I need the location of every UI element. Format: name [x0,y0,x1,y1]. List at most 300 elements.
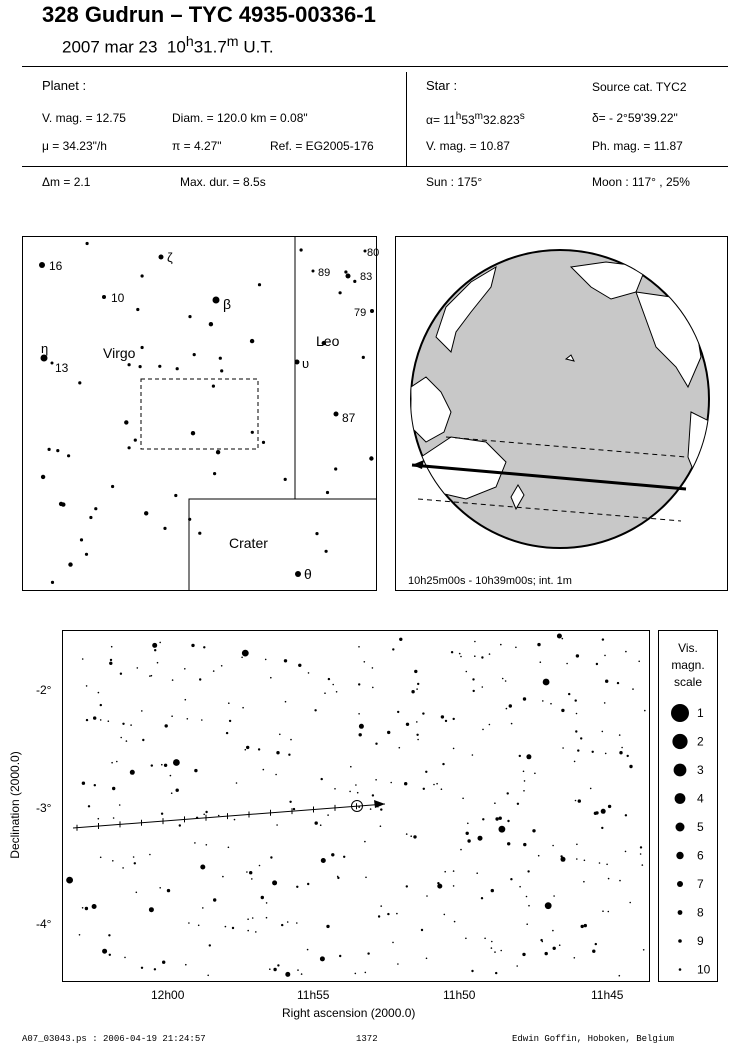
event-datetime [62,34,274,58]
scale-dots [659,631,717,981]
field-star [355,973,357,975]
finder-field-star [124,420,128,424]
field-star [592,950,595,953]
field-star [184,668,186,670]
ra-minutes-unit: m [474,111,484,122]
finder-field-star [220,369,223,372]
field-star [500,950,502,952]
field-star [259,865,261,867]
field-star [234,819,236,821]
field-star [170,775,172,777]
scale-label: 2 [697,734,704,749]
star-upsilon [295,360,300,365]
field-star [276,751,279,754]
finder-field-star [41,475,45,479]
field-star [285,701,287,703]
field-star [229,720,231,722]
planet-diameter: Diam. = 120.0 km = 0.08" [172,111,308,125]
star-83 [346,274,351,279]
field-star [481,897,483,899]
field-star [509,704,512,707]
field-star [543,679,550,686]
field-star [441,715,444,718]
finder-field-star [136,308,139,311]
field-star [526,754,531,759]
field-star [176,789,179,792]
scale-label: 9 [697,934,704,948]
finder-field-star [176,367,179,370]
planet-motion: μ = 34.23"/h [42,139,107,153]
field-star [167,889,170,892]
field-star [205,811,207,813]
field-star [453,718,455,720]
field-star [82,907,84,909]
field-star [507,842,510,845]
field-star [599,862,601,864]
finder-field-star [198,532,201,535]
field-star [410,835,412,837]
field-star [592,751,594,753]
field-star [560,855,562,857]
field-star [640,853,642,855]
field-star [644,710,646,712]
finder-field-star [141,274,144,277]
table-bottom-rule [22,166,728,167]
field-star [460,656,462,658]
field-star [416,688,418,690]
field-star [545,952,548,955]
finder-field-star [344,270,347,273]
field-star [228,702,230,704]
field-star [553,895,555,897]
hour-unit: h [185,34,194,50]
label-zeta: ζ [167,250,173,265]
field-star [201,719,203,721]
field-star [523,790,525,792]
field-star [494,802,496,804]
field-star [437,882,439,884]
field-star [207,975,209,977]
field-star [150,908,152,910]
finder-field-star [67,454,70,457]
label-13: 13 [55,361,69,375]
field-star [88,805,90,807]
footer-number: 1372 [356,1034,378,1044]
field-star [413,835,416,838]
field-star [583,881,585,883]
field-star [154,649,156,651]
finder-field-star [78,381,81,384]
field-star [602,638,604,640]
scale-dot-7 [677,881,683,887]
x-tick-label: 11h55 [297,988,330,1002]
field-star [343,856,345,858]
field-star [575,800,577,802]
field-star [510,878,512,880]
field-star [328,678,330,680]
event-minute: 31.7 [193,37,227,57]
y-tick-label: -4° [36,917,52,931]
scale-dot-1 [671,704,689,722]
finder-field-star [250,339,254,343]
label-10: 10 [111,291,125,305]
field-star [203,814,205,816]
field-star [397,963,399,965]
y-tick-label: -3° [36,801,52,815]
field-star [602,731,604,733]
finder-field-star [326,491,329,494]
star-theta [295,571,301,577]
field-star [339,955,341,957]
finder-field-star [139,365,142,368]
field-star [399,747,401,749]
field-star [619,734,621,736]
finder-field-star [325,550,328,553]
field-star [375,743,377,745]
detail-area-box [141,379,258,449]
field-star [643,949,645,951]
field-star [574,957,576,959]
finder-stars [39,242,374,584]
field-star [442,763,444,765]
page-title: 328 Gudrun – TYC 4935-00336-1 [42,2,376,27]
field-star [619,751,622,754]
scale-label: 3 [697,763,704,777]
field-star [364,841,366,843]
label-upsilon: υ [302,356,310,371]
field-star [94,784,96,786]
finder-field-star [212,385,215,388]
field-star [249,871,252,874]
field-star [327,814,329,816]
field-star [93,716,96,719]
star-zeta [159,255,164,260]
field-star [296,886,298,888]
field-star [281,924,283,926]
field-star [601,809,606,814]
field-star [602,910,604,912]
finder-field-star [141,346,144,349]
field-star [638,661,640,663]
field-star [392,648,394,650]
field-star [98,818,100,820]
field-star [621,747,623,749]
finder-field-star [85,553,88,556]
field-star [92,904,97,909]
field-star [426,895,428,897]
finder-field-star [111,485,114,488]
field-star [378,915,380,917]
field-star [252,917,254,919]
field-star [451,651,453,653]
field-star [251,878,253,880]
field-star [453,885,455,887]
field-star [491,947,493,949]
x-tick-label: 11h50 [443,988,476,1002]
field-star [314,709,316,711]
field-star [86,719,88,721]
footer-file: A07_03043.ps : 2006-04-19 21:24:57 [22,1034,206,1044]
finder-field-star [158,365,161,368]
field-star [324,692,326,694]
field-star [499,826,506,833]
scale-label: 8 [697,905,704,920]
field-star [358,683,360,685]
field-star [421,929,423,931]
field-star [228,847,230,849]
ra-seconds: 32.823 [483,113,520,127]
field-star [110,659,112,661]
field-star [372,687,374,689]
finder-chart [22,236,380,591]
field-star [625,651,627,653]
field-star [387,913,389,915]
scale-dot-3 [674,764,687,777]
finder-field-star [188,315,191,318]
finder-field-star [216,450,220,454]
planet-reference: Ref. = EG2005-176 [270,139,374,153]
field-star [151,764,153,766]
x-tick-label: 12h00 [151,988,185,1002]
field-star [619,975,621,977]
field-star [370,808,372,810]
field-star [604,655,606,657]
star-89 [312,270,315,273]
y-axis-label: Declination (2000.0) [8,751,22,859]
finder-field-star [134,439,137,442]
field-star [116,761,118,763]
field-star [130,724,132,726]
field-star [247,918,249,920]
field-star [522,953,525,956]
field-star [119,804,121,806]
ra-seconds-unit: s [519,111,525,122]
field-star [358,646,360,648]
field-star [474,641,476,643]
field-star [275,774,277,776]
field-star [221,665,223,667]
field-star [453,748,455,750]
table-top-rule [22,66,728,67]
planet-vmag: V. mag. = 12.75 [42,111,126,125]
scale-dot-4 [675,793,686,804]
field-star [523,697,526,700]
field-star [523,771,525,773]
field-star [550,703,552,705]
field-star [608,805,611,808]
finder-field-star [193,353,196,356]
field-star [595,943,597,945]
field-star [290,739,292,741]
field-star [367,952,369,954]
field-star [453,870,455,872]
star-16 [39,262,45,268]
field-star [124,957,126,959]
label-16: 16 [49,259,63,273]
field-star [194,842,196,844]
field-star [320,956,325,961]
field-star [242,707,244,709]
scale-dot-2 [672,734,687,749]
field-star [206,844,208,846]
field-star [576,713,578,715]
magnitude-scale [658,630,718,982]
field-star [161,764,163,766]
field-star [608,878,610,880]
field-star [502,678,504,680]
field-star [141,967,143,969]
star-79 [370,309,374,313]
field-star [102,949,107,954]
field-star [79,934,81,936]
time-system: U.T. [243,37,274,57]
field-star [495,817,498,820]
finder-field-star [191,431,195,435]
field-star [472,754,474,756]
field-star [172,679,174,681]
finder-field-star [188,518,191,521]
field-star [576,858,578,860]
field-star [619,880,621,882]
star-beta [213,297,220,304]
finder-field-star [362,356,365,359]
field-star [557,634,562,639]
field-star [203,646,205,648]
field-star [625,814,627,816]
finder-field-star [94,507,97,510]
field-star [580,737,582,739]
field-star [396,913,398,915]
finder-field-star [56,449,59,452]
scale-label: 7 [697,877,704,891]
field-star [266,902,268,904]
field-star [524,780,526,782]
field-star [173,759,180,766]
field-star [577,749,579,751]
field-star [266,917,268,919]
field-star [519,755,521,757]
field-star [349,791,351,793]
detail-chart-svg [63,631,649,981]
field-star [82,658,84,660]
detail-chart [62,630,650,982]
field-star [272,880,277,885]
field-star [559,944,561,946]
field-star [202,907,204,909]
field-star [315,821,318,824]
field-star [576,844,578,846]
field-star [112,787,115,790]
label-87: 87 [342,411,356,425]
field-star [326,925,329,928]
field-star [159,642,161,644]
field-star [575,699,577,701]
star-phmag: Ph. mag. = 11.87 [592,139,683,153]
field-star [277,964,279,966]
field-star [108,720,110,722]
star-ra [426,111,525,127]
field-star [247,930,249,932]
field-star [213,670,215,672]
field-star [142,739,144,741]
field-star [466,671,468,673]
star-10 [102,295,106,299]
field-star [629,765,632,768]
field-star [574,761,576,763]
field-star [436,783,438,785]
field-star [473,690,475,692]
finder-field-star [353,280,356,283]
field-star [526,923,528,925]
field-star [562,638,564,640]
field-star [562,747,564,749]
finder-field-star [339,291,342,294]
field-star [357,792,359,794]
field-star [358,806,360,808]
field-star [482,729,484,731]
field-star [474,655,476,657]
field-star [226,732,228,734]
field-star [258,748,260,750]
scale-dot-5 [676,823,685,832]
finder-field-star [68,562,72,566]
field-star [584,924,587,927]
field-star [576,654,579,657]
field-star [289,801,291,803]
field-star [359,733,362,736]
field-star [255,931,257,933]
field-star [149,854,151,856]
field-star [331,853,334,856]
scale-label: 6 [697,848,704,863]
field-star [141,710,143,712]
field-star [467,839,470,842]
finder-field-star [219,357,222,360]
field-star [532,829,535,832]
field-star [596,663,598,665]
table-divider [406,72,407,166]
finder-field-star [80,538,83,541]
field-star [528,905,530,907]
field-star [444,871,446,873]
x-tick-label: 11h45 [591,988,624,1002]
field-star [500,644,502,646]
field-star [380,905,382,907]
field-star [241,657,243,659]
field-star [545,902,552,909]
field-star [265,659,267,661]
field-star [284,659,287,662]
finder-field-star [251,431,254,434]
field-star [100,719,102,721]
field-star [149,675,151,677]
field-star [336,691,338,693]
field-star [279,734,281,736]
label-79: 79 [354,307,367,319]
field-star [406,833,408,835]
field-star [307,883,309,885]
finder-field-star [284,478,287,481]
field-star [494,951,496,953]
delta-magnitude: Δm = 2.1 [42,175,91,189]
globe-ocean [411,250,709,548]
field-star [164,764,167,767]
field-star [246,746,249,749]
field-star [213,898,216,901]
field-star [515,647,517,649]
field-star [225,926,227,928]
field-star [120,737,122,739]
